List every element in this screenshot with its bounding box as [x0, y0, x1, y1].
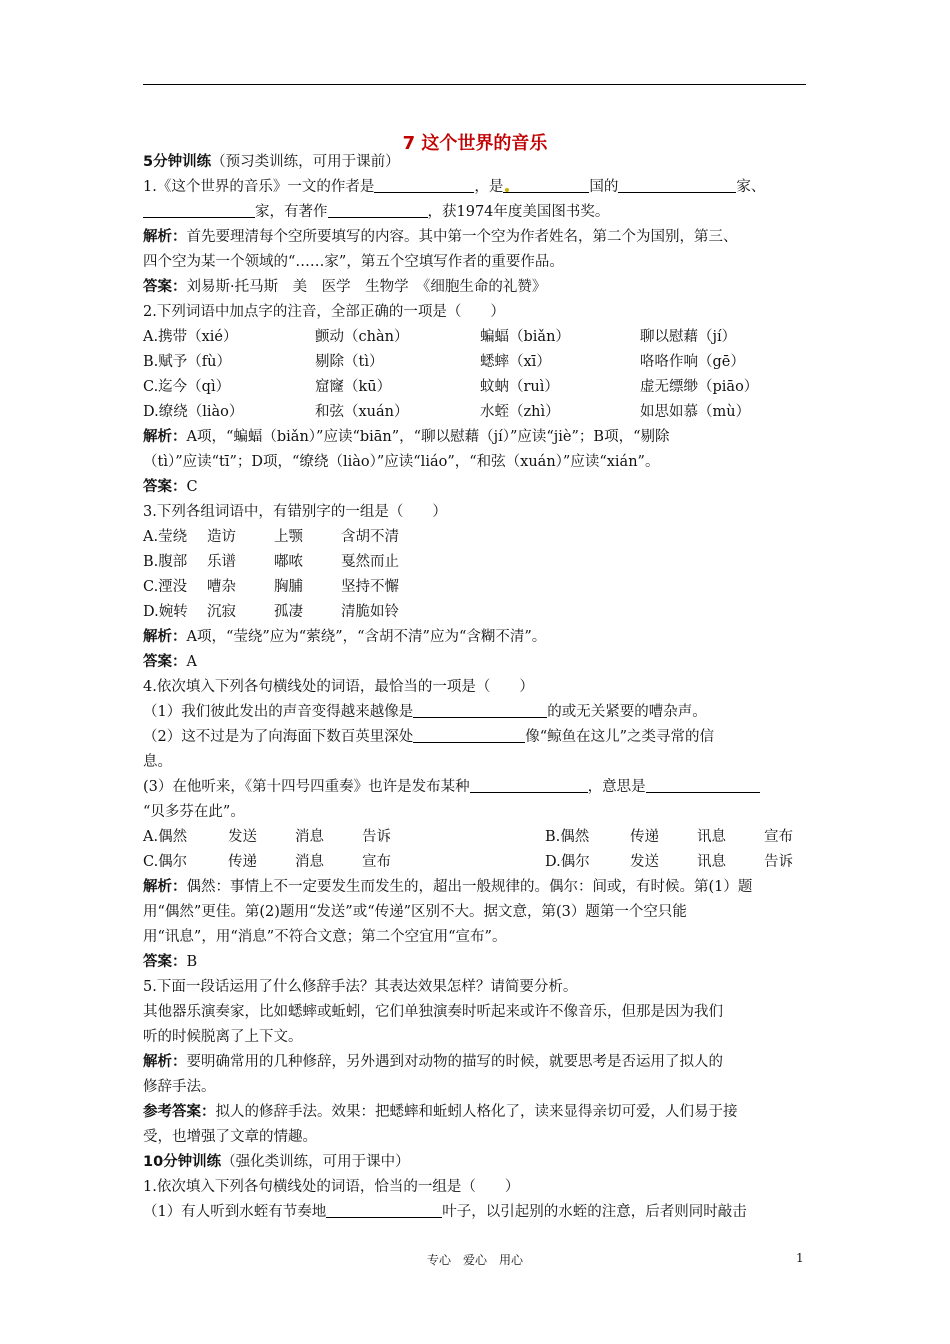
q4-sentence-3: (3）在他听来，《第十四号四重奏》也许是发布某种 ，意思是: [143, 775, 808, 800]
q4-analysis-cont: 用“偶然”更佳。第(2)题用“发送”或“传递”区别不大。据文意，第(3）题第一个空只能: [143, 904, 687, 920]
q6-sentence-1: （1）有人听到水蛭有节奏地 叶子，以引起别的水蛭的注意，后者则同时敲击: [143, 1204, 747, 1220]
q1-analysis-cont: 四个空为某一个领域的“……家”，第五个空填写作者的重要作品。: [143, 254, 564, 270]
q3-option-row: B.腹部 乐谱 嘟哝 戛然而止: [143, 554, 399, 570]
q3-analysis: 解析：A项，“莹绕”应为“萦绕”，“含胡不清”应为“含糊不清”。: [143, 629, 547, 645]
q2-option-row: C.迄今（qì） 窟窿（kū） 蚊蚋（ruì） 虚无缥缈（piāo）: [143, 379, 759, 395]
q4-sentence-2-cont: 息。: [143, 754, 172, 770]
blank[interactable]: [618, 177, 736, 193]
q4-sentence-1: （1）我们彼此发出的声音变得越来越像是 的或无关紧要的嘈杂声。: [143, 704, 707, 720]
blank[interactable]: [326, 1202, 442, 1218]
q5-passage: 其他器乐演奏家，比如蟋蟀或蚯蚓，它们单独演奏时听起来或许不像音乐，但那是因为我们: [143, 1004, 723, 1020]
q5-analysis-cont: 修辞手法。: [143, 1079, 216, 1095]
blank[interactable]: [328, 202, 428, 218]
q5-stem: 5.下面一段话运用了什么修辞手法？其表达效果怎样？请简要分析。: [143, 979, 578, 995]
blank[interactable]: [470, 777, 588, 793]
q5-passage-cont: 听的时候脱离了上下文。: [143, 1029, 303, 1045]
blank[interactable]: [374, 177, 474, 193]
q2-stem: 2.下列词语中加点字的注音，全部正确的一项是（ ）: [143, 304, 505, 320]
q1-answer: 答案：刘易斯·托马斯 美 医学 生物学 《细胞生命的礼赞》: [143, 279, 547, 295]
header-rule: [143, 84, 806, 85]
q3-option-row: A.莹绕 造访 上颚 含胡不清: [143, 529, 399, 545]
q6-stem: 1.依次填入下列各句横线处的词语，恰当的一组是（ ）: [143, 1179, 520, 1195]
q2-answer: 答案：C: [143, 479, 198, 495]
q4-sentence-3-cont: “贝多芬在此”。: [143, 804, 245, 820]
q5-answer: 参考答案：拟人的修辞手法。效果：把蟋蟀和蚯蚓人格化了，读来显得亲切可爱，人们易于接: [143, 1104, 738, 1120]
q2-analysis-cont: （tì）”应读“tī”；D项，“缭绕（liào）”应读“liáo”，“和弦（xuán）”应读“xián”。: [143, 454, 660, 470]
q3-answer: 答案：A: [143, 654, 197, 670]
q3-option-row: D.婉转 沉寂 孤凄 清脆如铃: [143, 604, 399, 620]
page-number: 1: [796, 1251, 804, 1265]
blank[interactable]: [413, 702, 547, 718]
q4-answer: 答案：B: [143, 954, 198, 970]
q3-option-row: C.湮没 嘈杂 胸脯 坚持不懈: [143, 579, 399, 595]
q2-option-row: D.缭绕（liào） 和弦（xuán） 水蛭（zhì） 如思如慕（mù）: [143, 404, 751, 420]
blank[interactable]: [143, 202, 255, 218]
page-title: 7 这个世界的音乐: [402, 133, 548, 154]
blank[interactable]: [646, 777, 760, 793]
page-footer: 专心 爱心 用心: [426, 1253, 523, 1267]
q5-analysis: 解析：要明确常用的几种修辞，另外遇到对动物的描写的时候，就要思考是否运用了拟人的: [143, 1054, 723, 1070]
q3-stem: 3.下列各组词语中，有错别字的一组是（ ）: [143, 504, 447, 520]
q4-option-row: C.偶尔 传递 消息 宣布 D.偶尔 发送 讯息 告诉: [143, 854, 793, 870]
q4-analysis-cont: 用“讯息”，用“消息”不符合文意；第二个空宜用“宣布”。: [143, 929, 507, 945]
q2-option-row: B.赋予（fù） 剔除（tì） 蟋蟀（xī） 咯咯作响（gē）: [143, 354, 745, 370]
q1-line-2: 家，有著作 ，获1974年度美国图书奖。: [143, 200, 808, 225]
blank[interactable]: [503, 177, 589, 193]
blank[interactable]: [413, 727, 525, 743]
q2-analysis: 解析：A项，“蝙蝠（biǎn）”应读“biān”，“聊以慰藉（jí）”应读“jiè”；B项，“剔除: [143, 429, 670, 445]
q4-sentence-2: （2）这不过是为了向海面下数百英里深处 像“鲸鱼在这儿”之类寻常的信: [143, 729, 715, 745]
q1-analysis: 解析：首先要理清每个空所要填写的内容。其中第一个空为作者姓名，第二个为国别，第三、: [143, 229, 738, 245]
section-heading-2: 10分钟训练（强化类训练，可用于课中）: [143, 1154, 410, 1170]
q2-option-row: A.携带（xié） 颤动（chàn） 蝙蝠（biǎn） 聊以慰藉（jí）: [143, 329, 737, 345]
q1-line-1: 1.《这个世界的音乐》一文的作者是 ，是 国的 家、: [143, 179, 766, 195]
q4-analysis: 解析：偶然：事情上不一定要发生而发生的，超出一般规律的。偶尔：间或，有时候。第(1）题: [143, 879, 753, 895]
q4-option-row: A.偶然 发送 消息 告诉 B.偶然 传递 讯息 宣布: [143, 829, 793, 845]
q5-answer-cont: 受，也增强了文章的情趣。: [143, 1129, 317, 1145]
q4-stem: 4.依次填入下列各句横线处的词语，最恰当的一项是（ ）: [143, 679, 534, 695]
section-heading-1: 5分钟训练（预习类训练，可用于课前）: [143, 154, 400, 170]
document-body: [143, 150, 808, 1225]
